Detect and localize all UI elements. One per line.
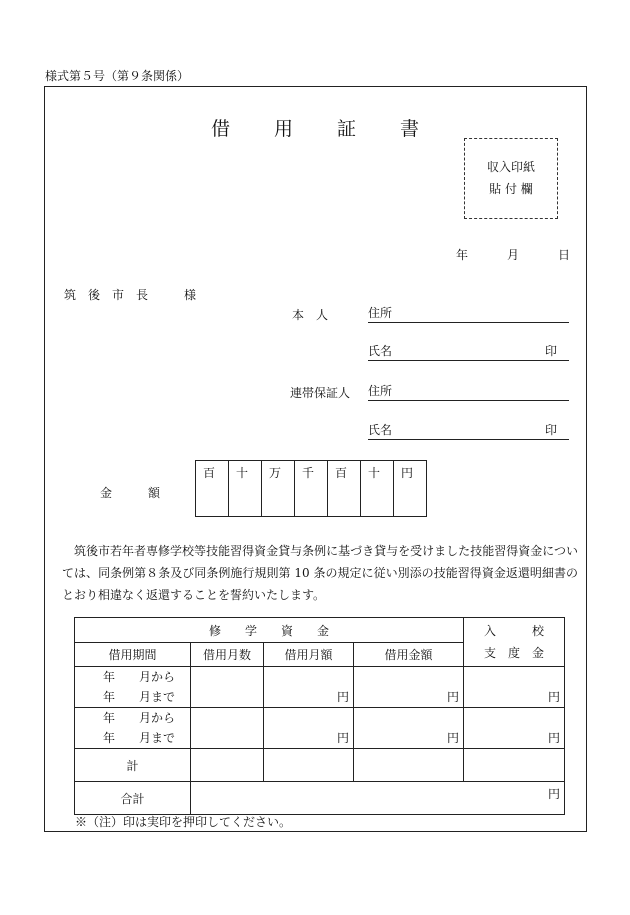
guarantor-label: 連帯保証人 (290, 386, 351, 400)
table-row (75, 708, 565, 749)
amount-digit-boxes (195, 460, 427, 517)
col-total: 借用金額 (354, 643, 464, 667)
grand-total-cell[interactable]: 円 (191, 782, 565, 815)
grand-total-label: 合計 (75, 782, 191, 815)
amount-label: 金 額 (100, 486, 173, 500)
title-char: 証 (337, 118, 357, 140)
entrance-cell[interactable]: 円 (464, 708, 565, 749)
title-char: 書 (400, 118, 420, 140)
months-cell[interactable] (191, 708, 264, 749)
monthly-cell[interactable] (264, 749, 354, 782)
principal-address-field[interactable] (368, 304, 569, 323)
header-entrance-fund: 入 校 支 度 金 (464, 618, 565, 667)
subtotal-label: 計 (75, 749, 191, 782)
table-row (75, 667, 565, 708)
footnote: ※（注）印は実印を押印してください。 (75, 815, 292, 829)
date-day: 日 (558, 248, 571, 262)
loan-schedule-table (74, 617, 565, 815)
guarantor-address-field[interactable] (368, 382, 569, 401)
document-title (0, 114, 630, 141)
total-cell[interactable] (354, 749, 464, 782)
col-months: 借用月数 (191, 643, 264, 667)
principal-name-field[interactable] (368, 342, 569, 361)
digit-box[interactable]: 十 (361, 461, 394, 517)
grand-total-row (75, 782, 565, 815)
entrance-cell[interactable]: 円 (464, 667, 565, 708)
subtotal-row (75, 749, 565, 782)
digit-box[interactable]: 万 (262, 461, 295, 517)
digit-box[interactable]: 百 (196, 461, 229, 517)
addressee: 筑後市長 様 (64, 288, 209, 302)
col-period: 借用期間 (75, 643, 191, 667)
monthly-cell[interactable]: 円 (264, 708, 354, 749)
pledge-text: 筑後市若年者専修学校等技能習得資金貸与条例に基づき貸与を受けました技能習得資金については、同条例第８条及び同条例施行規則第 10 条の規定に従い別添の技能習得資金返還明細書のとおり相違なく返還することを誓約いたします。 (62, 544, 578, 602)
digit-box[interactable]: 円 (394, 461, 427, 517)
address-label: 住所 (368, 306, 393, 320)
address-label: 住所 (368, 384, 393, 398)
total-cell[interactable]: 円 (354, 667, 464, 708)
digit-box[interactable]: 百 (328, 461, 361, 517)
monthly-cell[interactable]: 円 (264, 667, 354, 708)
title-char: 借 (210, 118, 230, 140)
total-cell[interactable]: 円 (354, 708, 464, 749)
months-cell[interactable] (191, 667, 264, 708)
name-label: 氏名 (368, 423, 393, 437)
title-char: 用 (273, 118, 293, 140)
date-month: 月 (507, 248, 520, 262)
name-label: 氏名 (368, 344, 393, 358)
entrance-cell[interactable] (464, 749, 565, 782)
revenue-stamp-box (464, 138, 558, 219)
months-cell[interactable] (191, 749, 264, 782)
seal-mark: 印 (544, 344, 557, 358)
period-cell[interactable]: 年 月から 年 月まで (75, 667, 191, 708)
guarantor-name-field[interactable] (368, 421, 569, 440)
principal-label: 本 人 (292, 308, 329, 322)
stamp-label: 貼 付 欄 (489, 182, 533, 196)
header-tuition: 修 学 資 金 (75, 618, 464, 643)
period-cell[interactable]: 年 月から 年 月まで (75, 708, 191, 749)
form-number: 様式第５号（第９条関係） (45, 69, 190, 83)
digit-box[interactable]: 十 (229, 461, 262, 517)
stamp-label: 収入印紙 (486, 160, 535, 174)
seal-mark: 印 (544, 423, 557, 437)
digit-box[interactable]: 千 (295, 461, 328, 517)
date-year: 年 (456, 248, 469, 262)
col-monthly: 借用月額 (264, 643, 354, 667)
